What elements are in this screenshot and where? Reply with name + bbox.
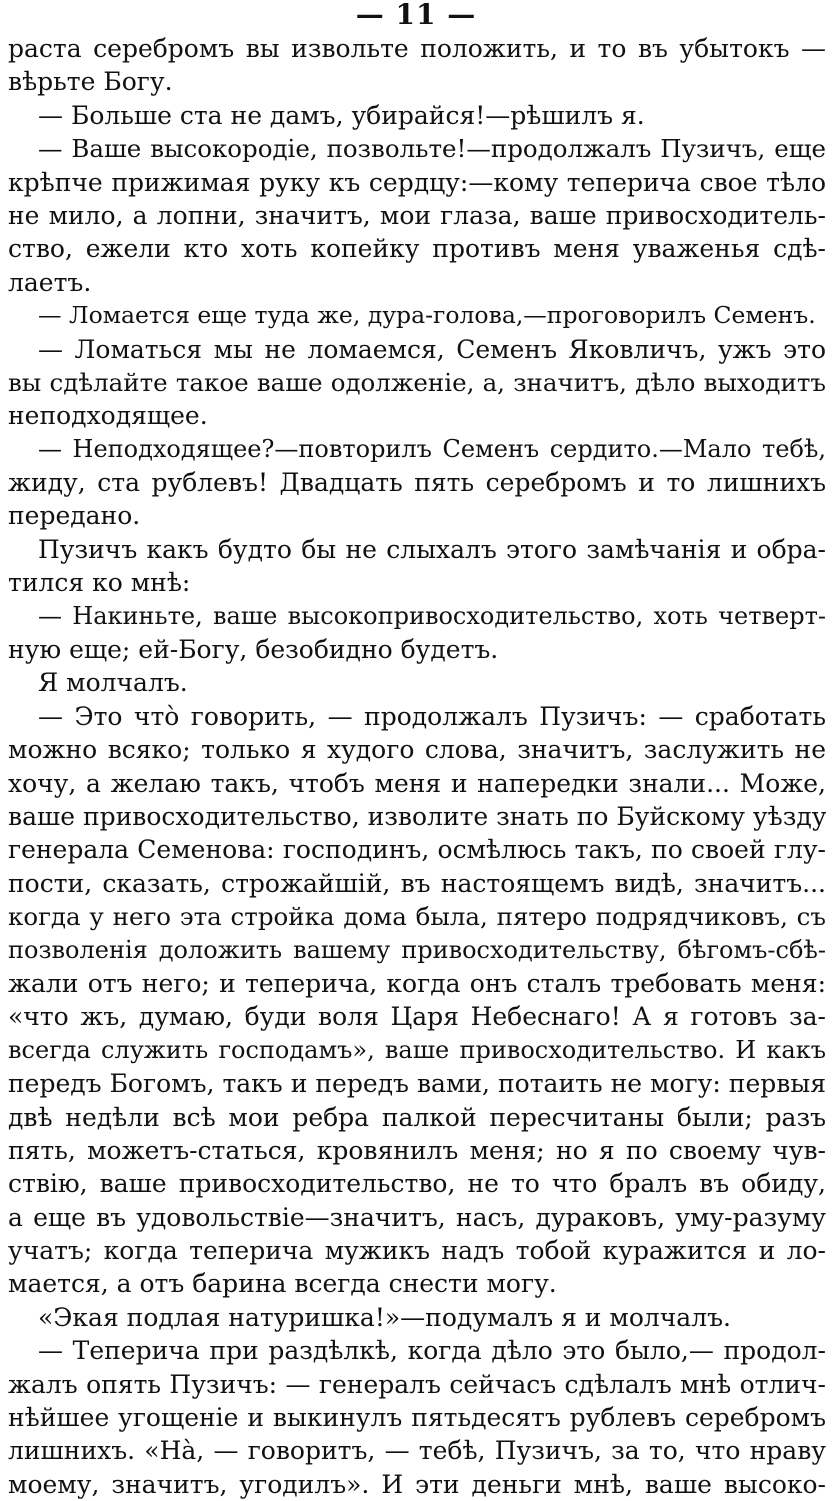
text-line: позволенія доложить вашему привосходительству, бѣгомъ-сбѣ- bbox=[8, 935, 826, 964]
text-line: — Накиньте, ваше высокопривосходительство, хоть четверт- bbox=[38, 601, 826, 630]
text-line: неподходящее. bbox=[8, 401, 208, 431]
text-line: ствію, ваше привосходительство, не то что бралъ въ обиду, bbox=[8, 1169, 826, 1199]
text-line: вѣрьте Богу. bbox=[8, 67, 173, 97]
text-line: можно всяко; только я худого слова, значитъ, заслужить не bbox=[8, 735, 826, 765]
text-line: — Теперича при раздѣлкѣ, когда дѣло это было,— продол- bbox=[38, 1336, 826, 1366]
text-line: ство, ежели кто хоть копейку противъ меня уваженья сдѣ- bbox=[8, 234, 826, 264]
text-line: лишнихъ. «На̀, — говоритъ, — тебѣ, Пузичъ, за то, что нраву bbox=[8, 1436, 826, 1466]
text-line: вы сдѣлайте такое ваше одолженіе, а, значитъ, дѣло выходитъ bbox=[8, 367, 826, 397]
text-line: — Это что̀ говорить, — продолжалъ Пузичъ: — сработать bbox=[38, 701, 826, 731]
text-line: хочу, а желаю такъ, чтобъ меня и напередки знали... Може, bbox=[8, 768, 826, 798]
text-line: жалъ опять Пузичъ: — генералъ сейчасъ сдѣлалъ мнѣ отлич- bbox=[8, 1369, 826, 1399]
page-number: — 11 — bbox=[355, 0, 477, 31]
text-line: передано. bbox=[8, 501, 141, 531]
text-line: тился ко мнѣ: bbox=[8, 568, 191, 598]
text-line: — Ломается еще туда же, дура-голова,—проговорилъ Семенъ. bbox=[38, 301, 816, 330]
text-line: пять, можетъ-статься, кровянилъ меня; но я по своему чув- bbox=[8, 1135, 826, 1165]
text-line: а еще въ удовольствіе—значитъ, насъ, дураковъ, уму-разуму bbox=[8, 1202, 826, 1232]
text-line: генерала Семенова: господинъ, осмѣлюсь такъ, по своей глу- bbox=[8, 835, 826, 865]
text-line: учатъ; когда теперича мужикъ надъ тобой куражится и ло- bbox=[8, 1236, 826, 1266]
text-line: — Больше ста не дамъ, убирайся!—рѣшилъ я. bbox=[38, 100, 645, 130]
text-line: лаетъ. bbox=[8, 267, 92, 297]
text-line: — Неподходящее?—повторилъ Семенъ сердито.—Мало тебѣ, bbox=[38, 434, 826, 463]
text-line: «Экая подлая натуришка!»—подумалъ я и молчалъ. bbox=[38, 1302, 731, 1332]
text-line: когда у него эта стройка дома была, пятеро подрядчиковъ, съ bbox=[8, 902, 826, 932]
text-line: жали отъ него; и теперича, когда онъ сталъ требовать меня: bbox=[8, 968, 826, 998]
text-line: мается, а отъ барина всегда снести могу. bbox=[8, 1269, 557, 1299]
text-line: пости, сказать, строжайшій, въ настоящемъ видѣ, значитъ... bbox=[8, 868, 826, 898]
text-line: передъ Богомъ, такъ и передъ вами, потаить не могу: первыя bbox=[8, 1069, 826, 1099]
text-line: всегда служить господамъ», ваше привосходительство. И какъ bbox=[8, 1035, 826, 1064]
text-line: ваше привосходительство, изволите знать по Буйскому уѣзду bbox=[8, 801, 826, 831]
text-line: жиду, ста рублевъ! Двадцать пять серебромъ и то лишнихъ bbox=[8, 468, 826, 498]
text-line: крѣпче прижимая руку къ сердцу:—кому теперича свое тѣло bbox=[8, 167, 826, 197]
text-line: не мило, а лопни, значитъ, мои глаза, ваше привосходитель- bbox=[8, 200, 826, 230]
text-line: ную еще; ей-Богу, безобидно будетъ. bbox=[8, 635, 499, 665]
page-text bbox=[8, 32, 826, 1501]
text-line: нѣйшее угощеніе и выкинулъ пятьдесятъ рублевъ серебромъ bbox=[8, 1403, 826, 1433]
text-line: — Ломаться мы не ломаемся, Семенъ Яковличъ, ужъ это bbox=[38, 334, 826, 364]
text-line: Я молчалъ. bbox=[38, 668, 188, 698]
text-line: «что жъ, думаю, буди воля Царя Небеснаго! А я готовъ за- bbox=[8, 1002, 826, 1032]
text-line: раста серебромъ вы извольте положить, и то въ убытокъ — bbox=[8, 34, 826, 63]
text-line: Пузичъ какъ будто бы не слыхалъ этого замѣчанія и обра- bbox=[38, 534, 826, 564]
text-line: моему, значитъ, угодилъ». И эти деньги мнѣ, ваше высоко- bbox=[8, 1469, 826, 1499]
text-line: — Ваше высокородіе, позвольте!—продолжалъ Пузичъ, еще bbox=[38, 134, 826, 164]
text-line: двѣ недѣли всѣ мои ребра палкой пересчитаны были; разъ bbox=[8, 1102, 826, 1132]
